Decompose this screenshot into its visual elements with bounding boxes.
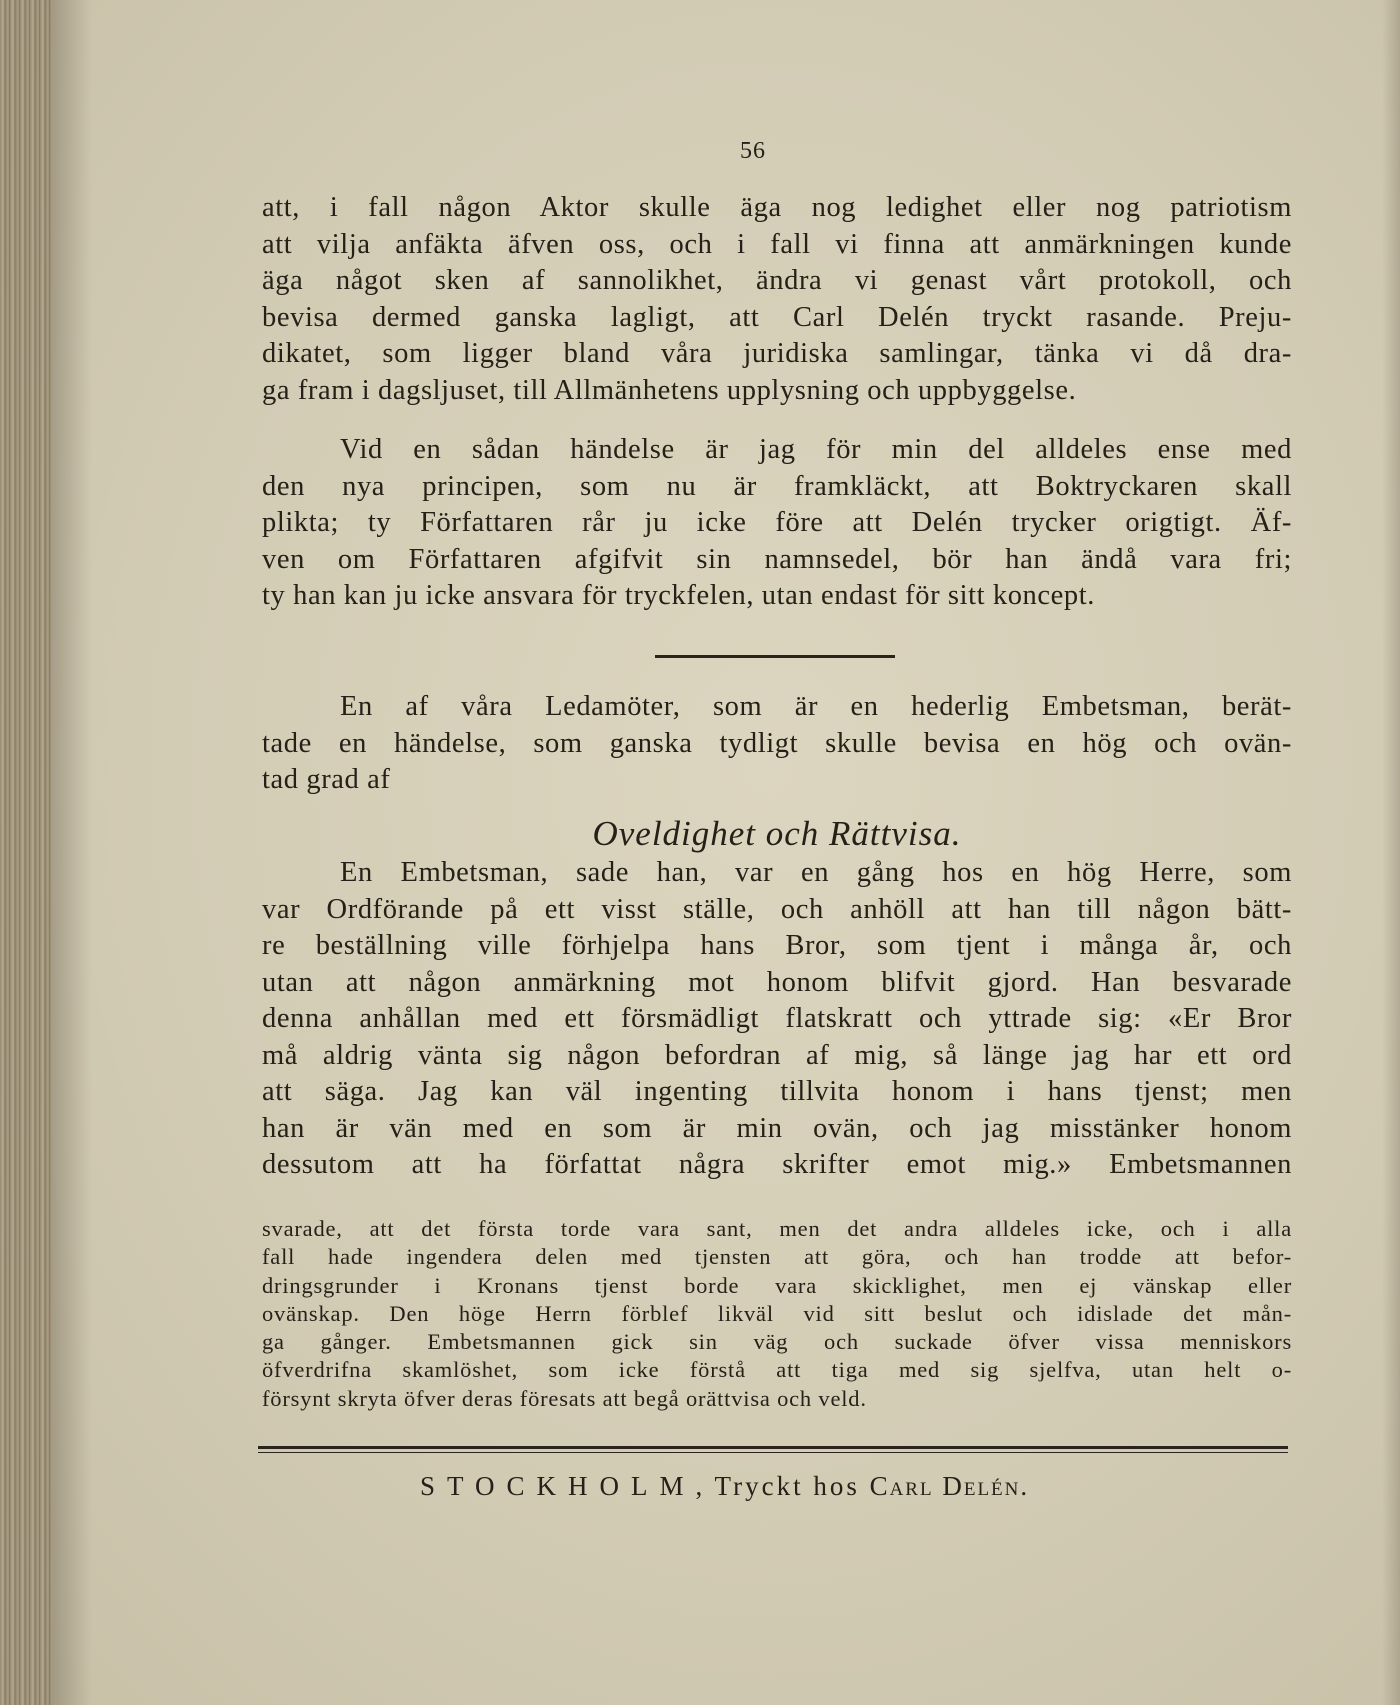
text-line: må aldrig vänta sig någon befordran af mig, så länge jag har ett ord (262, 1039, 1292, 1071)
text-line: dringsgrunder i Kronans tjenst borde vara skicklighet, men ej vänskap eller (262, 1272, 1292, 1298)
text-line: dessutom att ha författat några skrifter emot mig.» Embetsmannen (262, 1149, 1292, 1180)
text-line: att, i fall någon Aktor skulle äga nog ledighet eller nog patriotism (262, 192, 1292, 223)
section-divider (655, 655, 895, 658)
text-line: tade en händelse, som ganska tydligt skulle bevisa en hög och ovän- (262, 727, 1292, 759)
text-line: ga fram i dagsljuset, till Allmänhetens upplysning och uppbyggelse. (262, 374, 1077, 406)
imprint-printer: Carl Delén. (869, 1471, 1030, 1501)
text-line: försynt skryta öfver deras föresats att begå orättvisa och veld. (262, 1385, 867, 1411)
printer-imprint (420, 1471, 1029, 1502)
paragraph-5 (262, 1215, 1292, 1413)
imprint-printed-by: Tryckt hos (714, 1471, 860, 1501)
imprint-rule (258, 1446, 1288, 1449)
text-line: plikta; ty Författaren rår ju icke före att Delén trycker origtigt. Äf- (262, 507, 1292, 538)
text-line: ty han kan ju icke ansvara för tryckfelen, utan endast för sitt koncept. (262, 580, 1096, 611)
imprint-city: STOCKHOLM (420, 1471, 696, 1501)
paragraph-2 (262, 432, 1292, 615)
text-line: denna anhållan med ett försmädligt flatskratt och yttrade sig: «Er Bror (262, 1003, 1292, 1034)
imprint-separator: , (695, 1471, 706, 1501)
text-line: den nya principen, som nu är framkläckt, att Boktryckaren skall (262, 470, 1292, 502)
imprint-rule-thin (258, 1452, 1288, 1453)
paragraph-1 (262, 190, 1292, 409)
page-number: 56 (740, 138, 766, 164)
text-line: bevisa dermed ganska lagligt, att Carl Delén tryckt rasande. Preju- (262, 301, 1292, 333)
text-line: att säga. Jag kan väl ingenting tillvita honom i hans tjenst; men (262, 1076, 1292, 1107)
section-heading: Oveldighet och Rättvisa. (592, 814, 962, 853)
text-line: att vilja anfäkta äfven oss, och i fall vi finna att anmärkningen kunde (262, 228, 1292, 260)
text-line: utan att någon anmärkning mot honom blifvit gjord. Han besvarade (262, 966, 1292, 998)
text-line: fall hade ingendera delen med tjensten att göra, och han trodde att befor- (262, 1244, 1292, 1270)
paragraph-4 (262, 855, 1292, 1184)
text-line: var Ordförande på ett visst ställe, och anhöll att han till någon bätt- (262, 893, 1292, 925)
text-line: re beställning ville förhjelpa hans Bror, som tjent i många år, och (262, 930, 1292, 961)
text-line: ovänskap. Den höge Herrn förblef likväl vid sitt beslut och idislade det mån- (262, 1300, 1292, 1326)
text-line: tad grad af (262, 764, 391, 795)
text-line: En af våra Ledamöter, som är en hederlig Embetsman, berät- (340, 691, 1292, 722)
text-line: dikatet, som ligger bland våra juridiska samlingar, tänka vi då dra- (262, 338, 1292, 369)
book-binding (0, 0, 52, 1705)
text-line: Vid en sådan händelse är jag för min del alldeles ense med (340, 434, 1292, 465)
text-line: han är vän med en som är min ovän, och jag misstänker honom (262, 1112, 1292, 1144)
text-line: öfverdrifna skamlöshet, som icke förstå att tiga med sig sjelfva, utan helt o- (262, 1357, 1292, 1383)
text-line: svarade, att det första torde vara sant, men det andra alldeles icke, och i alla (262, 1216, 1292, 1241)
text-line: En Embetsman, sade han, var en gång hos en hög Herre, som (340, 857, 1292, 888)
page-edge (1382, 0, 1400, 1705)
paragraph-3 (262, 689, 1292, 799)
gutter-shadow (52, 0, 92, 1705)
text-line: ga gånger. Embetsmannen gick sin väg och suckade öfver vissa menniskors (262, 1329, 1292, 1355)
text-line: äga något sken af sannolikhet, ändra vi genast vårt protokoll, och (262, 265, 1292, 296)
text-line: ven om Författaren afgifvit sin namnsedel, bör han ändå vara fri; (262, 543, 1292, 575)
